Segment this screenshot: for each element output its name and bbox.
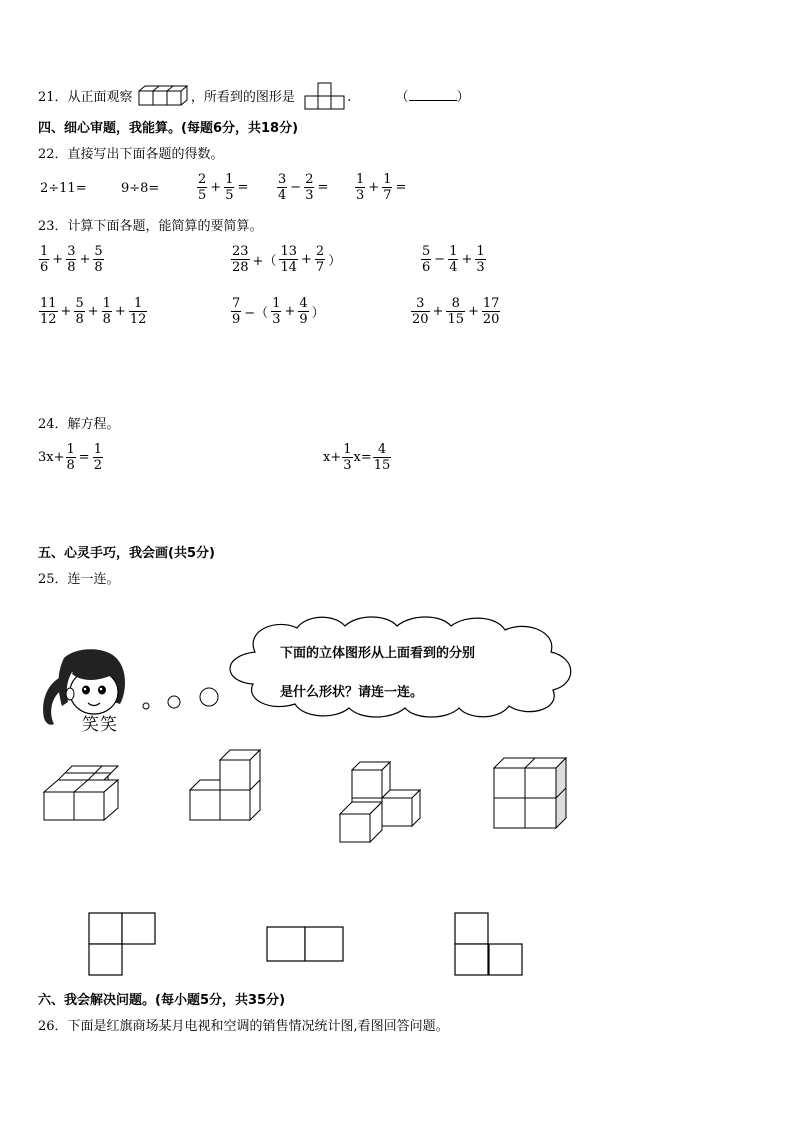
section6-title: 六、我会解决问题。(每小题5分，共35分) — [38, 993, 286, 1008]
q22-item-1-text: 2÷11= — [40, 181, 87, 196]
solid-figure-4 — [492, 756, 572, 830]
thought-cloud — [215, 612, 585, 722]
q22-item-5: $\frac{1}{3}$ + $\frac{1}{7}$ = — [356, 172, 407, 203]
solid-figure-3 — [338, 758, 430, 844]
solid-figure-2 — [188, 746, 268, 822]
top-view-option-1[interactable] — [88, 912, 158, 976]
q25-prompt: 25．连一连。 — [38, 572, 120, 587]
q21-paren-close: ） — [456, 90, 470, 105]
girl-label: 笑笑 — [82, 715, 118, 735]
top-view-option-3[interactable] — [454, 912, 524, 976]
q21-answer-blank[interactable] — [409, 88, 457, 101]
section5-title: 五、心灵手巧，我会画(共5分) — [38, 546, 215, 561]
q21-prefix: 21．从正面观察 — [38, 90, 133, 105]
fraction: $\frac{1}{5}$ — [225, 172, 234, 203]
q26-prompt: 26．下面是红旗商场某月电视和空调的销售情况统计图,看图回答问题。 — [38, 1019, 449, 1034]
top-view-option-2[interactable] — [266, 926, 346, 962]
fraction: $\frac{2}{3}$ — [305, 172, 314, 203]
q23-expr-5: $\frac{7}{9}$ −（ $\frac{1}{3}$ + $\frac{4}{9}$ ） — [232, 296, 325, 327]
fraction: $\frac{1}{3}$ — [356, 172, 365, 203]
q21-front-view — [304, 82, 348, 110]
thought-bubbles — [138, 684, 222, 714]
q24-equation-1: 3x+ $\frac{1}{8}$ = $\frac{1}{2}$ — [38, 442, 102, 473]
q24-equation-2: x+ $\frac{1}{3}$ x= $\frac{4}{15}$ — [323, 442, 391, 473]
cloud-text-line-2: 是什么形状？请连一连。 — [280, 685, 424, 700]
q23-expr-1: $\frac{1}{6}$ + $\frac{3}{8}$ + $\frac{5}{8}$ — [40, 244, 103, 275]
cloud-text-line-1: 下面的立体图形从上面看到的分别 — [280, 646, 476, 661]
q22-item-1 — [40, 181, 87, 196]
fraction: $\frac{3}{4}$ — [278, 172, 287, 203]
q22-prompt: 22．直接写出下面各题的得数。 — [38, 147, 224, 162]
q21-paren-open: （ — [395, 90, 409, 105]
fraction: $\frac{1}{7}$ — [383, 172, 392, 203]
q22-item-2-text: 9÷8= — [121, 181, 160, 196]
solid-figure-1 — [42, 764, 126, 824]
q21-solid-figure — [138, 84, 188, 108]
q23-expr-3: $\frac{5}{6}$ − $\frac{1}{4}$ + $\frac{1}{3}$ — [422, 244, 485, 275]
q24-prompt: 24．解方程。 — [38, 417, 120, 432]
q22-item-3: $\frac{2}{5}$ + $\frac{1}{5}$ = — [198, 172, 249, 203]
q23-expr-4: $\frac{11}{12}$ + $\frac{5}{8}$ + $\frac{1}{8}$ + $\frac{1}{12}$ — [40, 296, 147, 327]
q22-item-2 — [121, 181, 159, 196]
q22-item-4: $\frac{3}{4}$ − $\frac{2}{3}$ = — [278, 172, 329, 203]
q23-prompt: 23．计算下面各题，能简算的要简算。 — [38, 219, 263, 234]
q23-expr-6: $\frac{3}{20}$ + $\frac{8}{15}$ + $\frac{17}{20}$ — [412, 296, 500, 327]
q21-suffix: . — [347, 90, 352, 105]
section4-title: 四、细心审题，我能算。(每题6分，共18分) — [38, 121, 299, 136]
q21-line — [38, 88, 470, 107]
fraction: $\frac{2}{5}$ — [198, 172, 207, 203]
q21-middle: ，所看到的图形是 — [190, 90, 295, 105]
q23-expr-2: $\frac{23}{28}$ +（ $\frac{13}{14}$ + $\frac{2}{7}$ ） — [232, 244, 342, 275]
